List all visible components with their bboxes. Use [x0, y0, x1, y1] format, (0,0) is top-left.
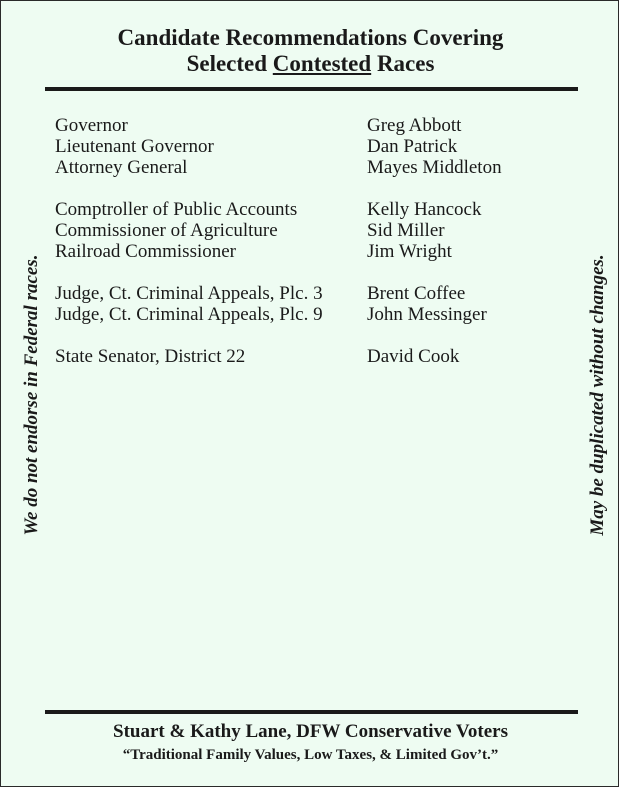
group-spacer [55, 178, 555, 199]
race-row [55, 241, 555, 262]
race-list [55, 115, 555, 367]
race-row [55, 157, 555, 178]
candidate-name: David Cook [367, 346, 460, 367]
office-label: State Senator, District 22 [55, 346, 246, 367]
office-label: Attorney General [55, 157, 188, 178]
candidate-name: Dan Patrick [367, 136, 458, 157]
title-selected: Selected [186, 51, 268, 76]
race-row [55, 346, 555, 367]
title-contested: Contested [272, 51, 372, 76]
race-row [55, 283, 555, 304]
footer-motto: “Traditional Family Values, Low Taxes, & Limited Gov’t.” [122, 747, 499, 763]
race-row [55, 115, 555, 136]
candidate-name: John Messinger [367, 304, 487, 325]
office-label: Governor [55, 115, 128, 136]
candidate-name: Mayes Middleton [367, 157, 502, 178]
group-spacer [55, 325, 555, 346]
top-divider [45, 87, 578, 91]
candidate-name: Brent Coffee [367, 283, 466, 304]
office-label: Commissioner of Agriculture [55, 220, 278, 241]
bottom-divider [45, 710, 578, 714]
title-races: Races [376, 51, 435, 76]
title-line-1: Candidate Recommendations Covering [117, 25, 504, 50]
candidate-name: Sid Miller [367, 220, 445, 241]
office-label: Lieutenant Governor [55, 136, 214, 157]
candidate-name: Greg Abbott [367, 115, 462, 136]
race-row [55, 220, 555, 241]
office-label: Railroad Commissioner [55, 241, 237, 262]
page-title [1, 25, 619, 77]
federal-races-note: We do not endorse in Federal races. [21, 254, 42, 536]
race-row [55, 136, 555, 157]
footer-organization: Stuart & Kathy Lane, DFW Conservative Voters [113, 721, 508, 742]
office-label: Judge, Ct. Criminal Appeals, Plc. 9 [55, 304, 323, 325]
title-line-2 [1, 51, 619, 77]
office-label: Judge, Ct. Criminal Appeals, Plc. 3 [55, 283, 323, 304]
race-row [55, 199, 555, 220]
candidate-name: Kelly Hancock [367, 199, 482, 220]
group-spacer [55, 262, 555, 283]
race-row [55, 304, 555, 325]
duplication-note: May be duplicated without changes. [587, 254, 608, 536]
candidate-name: Jim Wright [367, 241, 452, 262]
office-label: Comptroller of Public Accounts [55, 199, 298, 220]
